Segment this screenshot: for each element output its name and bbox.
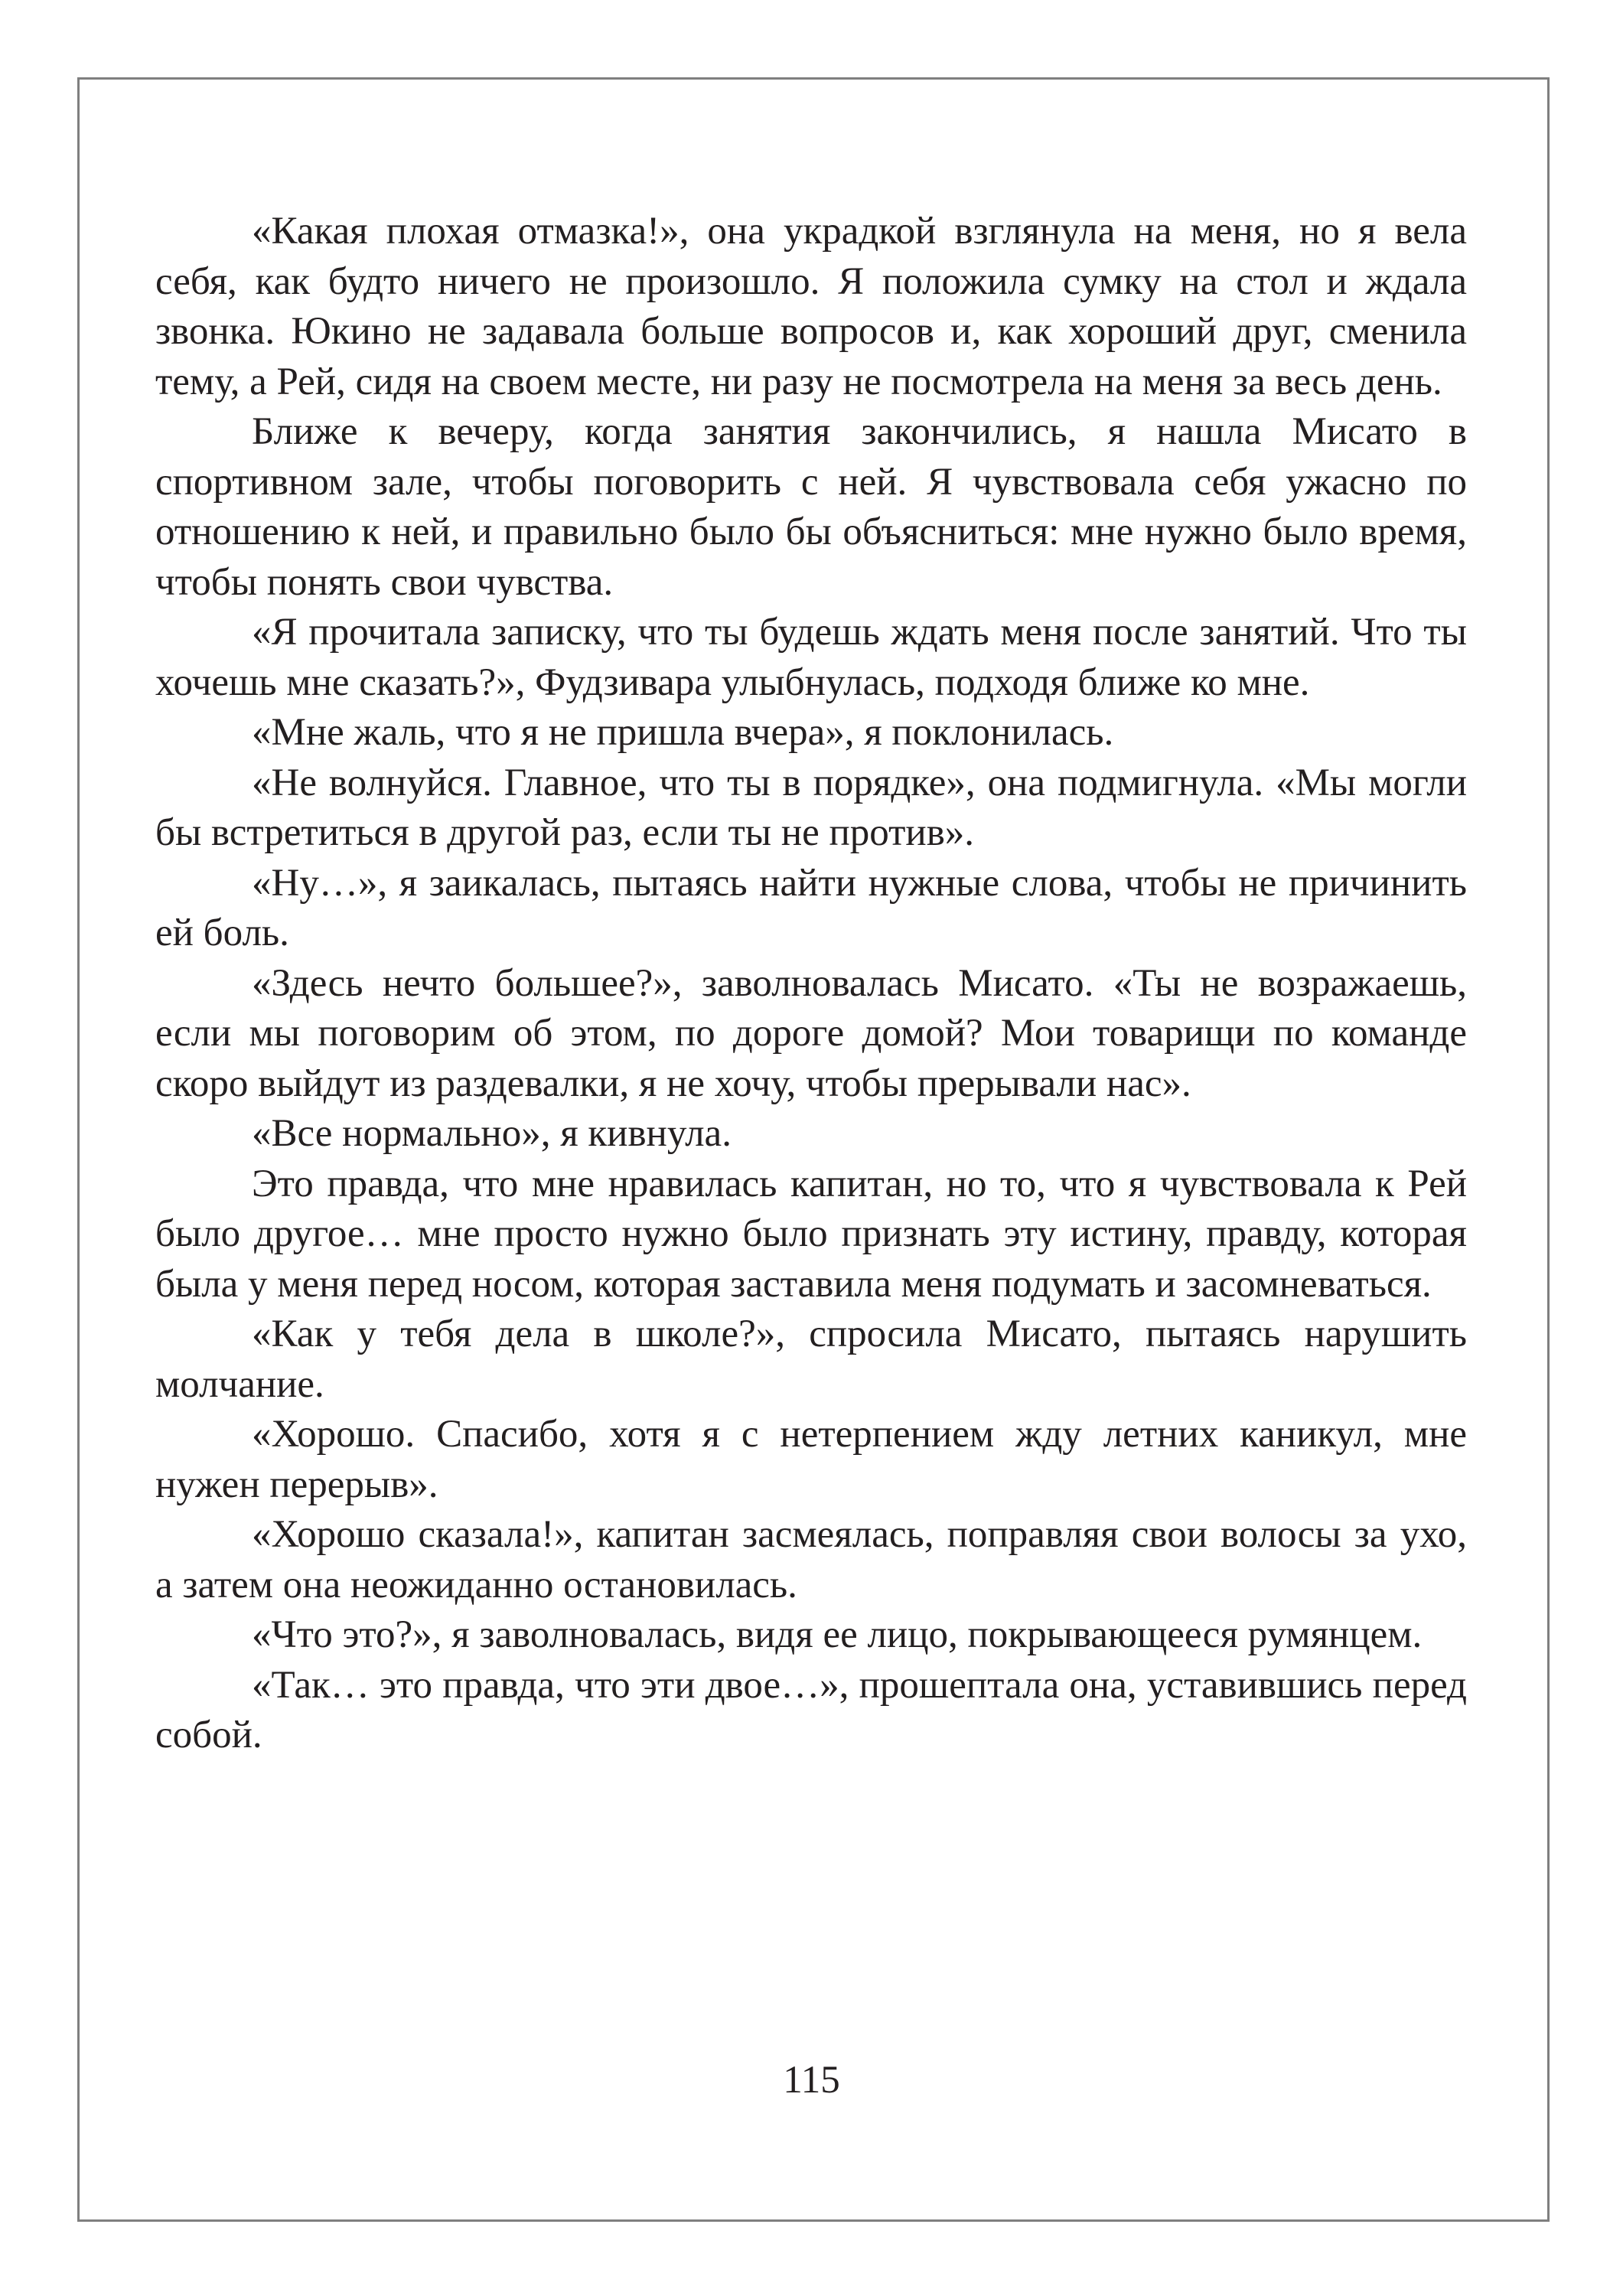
paragraph-14: «Так… это правда, что эти двое…», прошептала она, уставившись перед собой. [155, 1663, 1467, 1756]
paragraph-2: Ближе к вечеру, когда занятия закончились, я нашла Мисато в спортивном зале, чтобы поговорить с ней. Я чувствовала себя ужасно по отношению к ней, и правильно было бы объясниться: мне нужно было время, чтобы понять свои чувства. [155, 410, 1467, 604]
paragraph-12: «Хорошо сказала!», капитан засмеялась, поправляя свои волосы за ухо, а затем она неожиданно остановилась. [155, 1513, 1467, 1606]
paragraph-5: «Не волнуйся. Главное, что ты в порядке», она подмигнула. «Мы могли бы встретиться в другой раз, если ты не против». [155, 761, 1467, 854]
paragraph-4: «Мне жаль, что я не пришла вчера», я поклонилась. [252, 711, 1114, 754]
paragraph-9: Это правда, что мне нравилась капитан, но то, что я чувствовала к Рей было другое… мне просто нужно было признать эту истину, правду, которая была у меня перед носом, которая заставила меня подумать и засомневаться. [155, 1162, 1467, 1306]
page-number: 115 [783, 2059, 840, 2102]
paragraph-11: «Хорошо. Спасибо, хотя я с нетерпением жду летних каникул, мне нужен перерыв». [155, 1413, 1467, 1506]
body-text [155, 207, 1467, 1761]
paragraph-6: «Ну…», я заикалась, пытаясь найти нужные слова, чтобы не причинить ей боль. [155, 861, 1467, 954]
paragraph-13: «Что это?», я заволновалась, видя ее лицо, покрывающееся румянцем. [252, 1613, 1423, 1656]
paragraph-10: «Как у тебя дела в школе?», спросила Мисато, пытаясь нарушить молчание. [155, 1313, 1467, 1406]
paragraph-7: «Здесь нечто большее?», заволновалась Мисато. «Ты не возражаешь, если мы поговорим об этом, по дороге домой? Мои товарищи по команде скоро выйдут из раздевалки, я не хочу, чтобы прерывали нас». [155, 961, 1467, 1105]
paragraph-1: «Какая плохая отмазка!», она украдкой взглянула на меня, но я вела себя, как будто ничего не произошло. Я положила сумку на стол и ждала звонка. Юкино не задавала больше вопросов и, как хороший друг, сменила тему, а Рей, сидя на своем месте, ни разу не посмотрела на меня за весь день. [155, 210, 1467, 403]
paragraph-3: «Я прочитала записку, что ты будешь ждать меня после занятий. Что ты хочешь мне сказать?», Фудзивара улыбнулась, подходя ближе ко мне. [155, 611, 1467, 704]
paragraph-8: «Все нормально», я кивнула. [252, 1112, 732, 1155]
